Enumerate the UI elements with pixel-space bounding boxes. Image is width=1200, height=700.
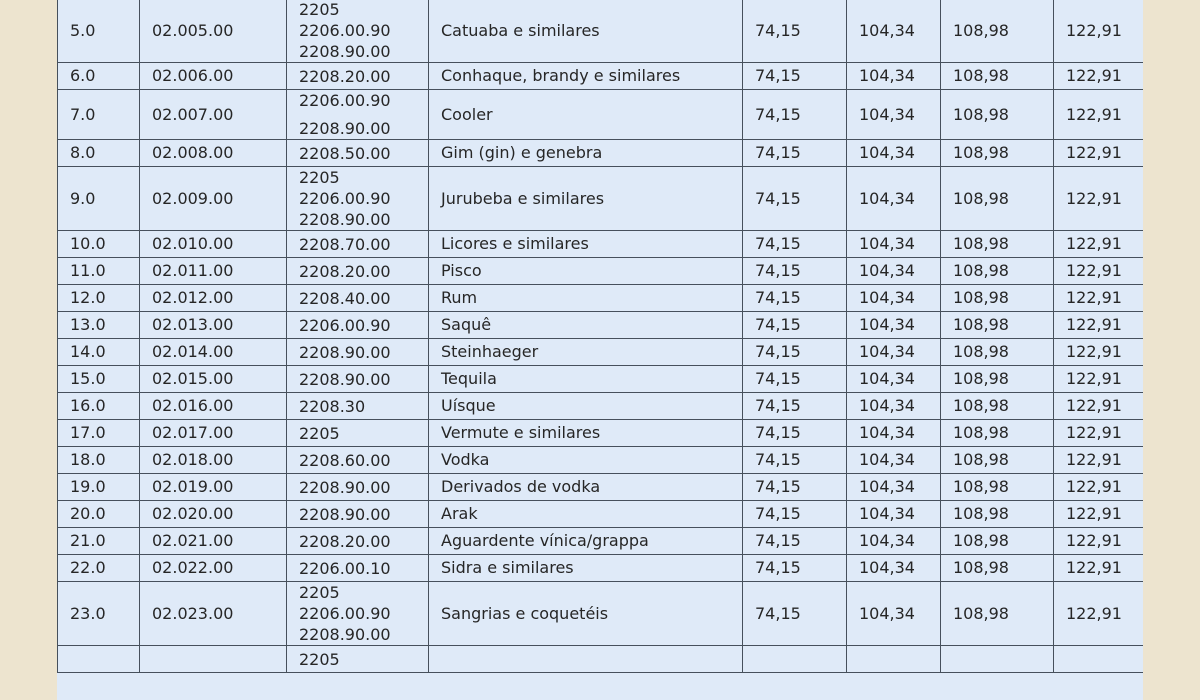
- value-2-cell: 104,34: [847, 393, 941, 420]
- value-1-cell: 74,15: [743, 90, 847, 140]
- value-4-cell: 122,91: [1054, 90, 1144, 140]
- value-3-cell: 108,98: [941, 167, 1054, 231]
- item-code-cell: [140, 646, 287, 673]
- item-code-cell: 02.014.00: [140, 339, 287, 366]
- description-cell: Gim (gin) e genebra: [429, 140, 743, 167]
- value-2-cell: 104,34: [847, 582, 941, 646]
- ncm-code: 2208.90.00: [299, 42, 391, 61]
- ncm-cell: [287, 285, 429, 312]
- description-cell: Sangrias e coquetéis: [429, 582, 743, 646]
- description-cell: Catuaba e similares: [429, 0, 743, 63]
- value-4-cell: [1054, 646, 1144, 673]
- value-4-cell: 122,91: [1054, 474, 1144, 501]
- description-cell: Aguardente vínica/grappa: [429, 528, 743, 555]
- value-3-cell: 108,98: [941, 420, 1054, 447]
- value-2-cell: [847, 646, 941, 673]
- value-1-cell: [743, 646, 847, 673]
- table-row: [58, 312, 1144, 339]
- value-2-cell: 104,34: [847, 474, 941, 501]
- item-code-cell: 02.008.00: [140, 140, 287, 167]
- description-cell: [429, 646, 743, 673]
- description-cell: Steinhaeger: [429, 339, 743, 366]
- value-4-cell: 122,91: [1054, 501, 1144, 528]
- description-cell: Vodka: [429, 447, 743, 474]
- description-cell: Pisco: [429, 258, 743, 285]
- item-number-cell: 21.0: [58, 528, 140, 555]
- item-number-cell: 8.0: [58, 140, 140, 167]
- value-3-cell: 108,98: [941, 366, 1054, 393]
- table-row: [58, 0, 1144, 63]
- table-row: [58, 366, 1144, 393]
- value-4-cell: 122,91: [1054, 420, 1144, 447]
- value-4-cell: 122,91: [1054, 258, 1144, 285]
- value-2-cell: 104,34: [847, 63, 941, 90]
- item-code-cell: 02.022.00: [140, 555, 287, 582]
- value-4-cell: 122,91: [1054, 312, 1144, 339]
- ncm-code: 2205: [299, 168, 340, 187]
- ncm-code: 2206.00.90: [299, 315, 391, 335]
- item-code-cell: 02.006.00: [140, 63, 287, 90]
- value-2-cell: 104,34: [847, 167, 941, 231]
- ncm-cell: [287, 420, 429, 447]
- item-number-cell: [58, 646, 140, 673]
- ncm-code: 2205: [299, 649, 340, 669]
- value-2-cell: 104,34: [847, 528, 941, 555]
- table-row: [58, 420, 1144, 447]
- description-cell: Arak: [429, 501, 743, 528]
- value-2-cell: 104,34: [847, 90, 941, 140]
- description-cell: Tequila: [429, 366, 743, 393]
- value-1-cell: 74,15: [743, 555, 847, 582]
- item-number-cell: 17.0: [58, 420, 140, 447]
- value-4-cell: 122,91: [1054, 582, 1144, 646]
- value-4-cell: 122,91: [1054, 528, 1144, 555]
- table-row: [58, 646, 1144, 673]
- item-code-cell: 02.013.00: [140, 312, 287, 339]
- value-4-cell: 122,91: [1054, 393, 1144, 420]
- value-3-cell: 108,98: [941, 312, 1054, 339]
- table-row: [58, 258, 1144, 285]
- table-row: [58, 231, 1144, 258]
- description-cell: Saquê: [429, 312, 743, 339]
- table-row: [58, 393, 1144, 420]
- value-2-cell: 104,34: [847, 312, 941, 339]
- value-1-cell: 74,15: [743, 528, 847, 555]
- value-1-cell: 74,15: [743, 339, 847, 366]
- ncm-cell: [287, 528, 429, 555]
- table-row: [58, 63, 1144, 90]
- value-4-cell: 122,91: [1054, 339, 1144, 366]
- value-3-cell: 108,98: [941, 285, 1054, 312]
- value-2-cell: 104,34: [847, 501, 941, 528]
- table-row: [58, 90, 1144, 140]
- ncm-code: 2208.90.00: [299, 477, 391, 497]
- value-3-cell: 108,98: [941, 140, 1054, 167]
- item-code-cell: 02.017.00: [140, 420, 287, 447]
- value-4-cell: 122,91: [1054, 0, 1144, 63]
- value-1-cell: 74,15: [743, 285, 847, 312]
- value-1-cell: 74,15: [743, 420, 847, 447]
- value-3-cell: 108,98: [941, 447, 1054, 474]
- table-row: [58, 474, 1144, 501]
- value-2-cell: 104,34: [847, 285, 941, 312]
- value-2-cell: 104,34: [847, 447, 941, 474]
- ncm-cell: [287, 167, 429, 231]
- ncm-cell: [287, 501, 429, 528]
- item-number-cell: 15.0: [58, 366, 140, 393]
- value-1-cell: 74,15: [743, 63, 847, 90]
- item-code-cell: 02.015.00: [140, 366, 287, 393]
- item-number-cell: 19.0: [58, 474, 140, 501]
- value-3-cell: 108,98: [941, 339, 1054, 366]
- value-3-cell: 108,98: [941, 528, 1054, 555]
- item-number-cell: 7.0: [58, 90, 140, 140]
- item-number-cell: 5.0: [58, 0, 140, 63]
- item-code-cell: 02.009.00: [140, 167, 287, 231]
- value-2-cell: 104,34: [847, 339, 941, 366]
- ncm-code: 2205: [299, 583, 340, 602]
- ncm-code: 2208.90.00: [299, 369, 391, 389]
- item-number-cell: 16.0: [58, 393, 140, 420]
- description-cell: Conhaque, brandy e similares: [429, 63, 743, 90]
- value-1-cell: 74,15: [743, 258, 847, 285]
- item-number-cell: 14.0: [58, 339, 140, 366]
- value-4-cell: 122,91: [1054, 447, 1144, 474]
- value-4-cell: 122,91: [1054, 555, 1144, 582]
- value-1-cell: 74,15: [743, 474, 847, 501]
- value-1-cell: 74,15: [743, 393, 847, 420]
- description-cell: Licores e similares: [429, 231, 743, 258]
- value-1-cell: 74,15: [743, 167, 847, 231]
- ncm-cell: [287, 339, 429, 366]
- value-1-cell: 74,15: [743, 447, 847, 474]
- ncm-cell: [287, 582, 429, 646]
- description-cell: Cooler: [429, 90, 743, 140]
- ncm-code: 2208.90.00: [299, 625, 391, 644]
- ncm-cell: [287, 63, 429, 90]
- value-3-cell: 108,98: [941, 393, 1054, 420]
- item-number-cell: 10.0: [58, 231, 140, 258]
- ncm-cell: [287, 258, 429, 285]
- value-1-cell: 74,15: [743, 312, 847, 339]
- value-2-cell: 104,34: [847, 140, 941, 167]
- table-row: [58, 582, 1144, 646]
- item-code-cell: 02.021.00: [140, 528, 287, 555]
- description-cell: Jurubeba e similares: [429, 167, 743, 231]
- value-2-cell: 104,34: [847, 366, 941, 393]
- value-2-cell: 104,34: [847, 555, 941, 582]
- value-1-cell: 74,15: [743, 140, 847, 167]
- description-cell: Vermute e similares: [429, 420, 743, 447]
- ncm-cell: [287, 474, 429, 501]
- table-row: [58, 555, 1144, 582]
- value-3-cell: [941, 646, 1054, 673]
- ncm-code: 2208.90.00: [299, 119, 391, 138]
- value-2-cell: 104,34: [847, 231, 941, 258]
- table-row: [58, 528, 1144, 555]
- table-row: [58, 339, 1144, 366]
- value-2-cell: 104,34: [847, 0, 941, 63]
- ncm-code: 2208.50.00: [299, 143, 391, 163]
- document-page: [57, 0, 1143, 700]
- value-3-cell: 108,98: [941, 63, 1054, 90]
- value-4-cell: 122,91: [1054, 63, 1144, 90]
- ncm-code: 2206.00.90: [299, 604, 391, 623]
- ncm-code: 2206.00.90: [299, 91, 391, 110]
- item-code-cell: 02.016.00: [140, 393, 287, 420]
- description-cell: Rum: [429, 285, 743, 312]
- ncm-cell: [287, 555, 429, 582]
- value-3-cell: 108,98: [941, 555, 1054, 582]
- description-cell: Derivados de vodka: [429, 474, 743, 501]
- item-code-cell: 02.018.00: [140, 447, 287, 474]
- value-3-cell: 108,98: [941, 0, 1054, 63]
- value-1-cell: 74,15: [743, 366, 847, 393]
- item-number-cell: 12.0: [58, 285, 140, 312]
- ncm-code: 2206.00.90: [299, 189, 391, 208]
- ncm-code: 2205: [299, 423, 340, 443]
- item-number-cell: 6.0: [58, 63, 140, 90]
- item-number-cell: 11.0: [58, 258, 140, 285]
- value-4-cell: 122,91: [1054, 285, 1144, 312]
- item-number-cell: 20.0: [58, 501, 140, 528]
- value-4-cell: 122,91: [1054, 140, 1144, 167]
- value-4-cell: 122,91: [1054, 231, 1144, 258]
- product-price-table: [57, 0, 1143, 673]
- ncm-cell: [287, 646, 429, 673]
- ncm-cell: [287, 393, 429, 420]
- item-number-cell: 18.0: [58, 447, 140, 474]
- item-number-cell: 13.0: [58, 312, 140, 339]
- value-4-cell: 122,91: [1054, 167, 1144, 231]
- value-1-cell: 74,15: [743, 231, 847, 258]
- ncm-code: 2206.00.10: [299, 558, 391, 578]
- ncm-code: 2208.30: [299, 396, 366, 416]
- ncm-code: 2208.40.00: [299, 288, 391, 308]
- value-3-cell: 108,98: [941, 258, 1054, 285]
- value-3-cell: 108,98: [941, 501, 1054, 528]
- item-number-cell: 22.0: [58, 555, 140, 582]
- ncm-code: 2208.20.00: [299, 66, 391, 86]
- value-1-cell: 74,15: [743, 501, 847, 528]
- table-row: [58, 285, 1144, 312]
- value-1-cell: 74,15: [743, 0, 847, 63]
- ncm-code: 2208.90.00: [299, 342, 391, 362]
- value-3-cell: 108,98: [941, 474, 1054, 501]
- item-code-cell: 02.005.00: [140, 0, 287, 63]
- ncm-cell: [287, 366, 429, 393]
- table-body: [58, 0, 1144, 673]
- ncm-code: 2208.20.00: [299, 261, 391, 281]
- ncm-cell: [287, 447, 429, 474]
- value-2-cell: 104,34: [847, 420, 941, 447]
- ncm-cell: [287, 312, 429, 339]
- table-row: [58, 447, 1144, 474]
- value-2-cell: 104,34: [847, 258, 941, 285]
- ncm-cell: [287, 0, 429, 63]
- item-code-cell: 02.020.00: [140, 501, 287, 528]
- table-row: [58, 167, 1144, 231]
- item-number-cell: 9.0: [58, 167, 140, 231]
- ncm-code: 2208.90.00: [299, 504, 391, 524]
- ncm-cell: [287, 140, 429, 167]
- item-code-cell: 02.023.00: [140, 582, 287, 646]
- item-code-cell: 02.019.00: [140, 474, 287, 501]
- value-3-cell: 108,98: [941, 231, 1054, 258]
- description-cell: Uísque: [429, 393, 743, 420]
- item-code-cell: 02.012.00: [140, 285, 287, 312]
- table-row: [58, 140, 1144, 167]
- value-1-cell: 74,15: [743, 582, 847, 646]
- item-number-cell: 23.0: [58, 582, 140, 646]
- table-row: [58, 501, 1144, 528]
- ncm-code: 2208.90.00: [299, 210, 391, 229]
- ncm-code: 2206.00.90: [299, 21, 391, 40]
- ncm-code: 2208.20.00: [299, 531, 391, 551]
- item-code-cell: 02.011.00: [140, 258, 287, 285]
- ncm-code: 2205: [299, 0, 340, 19]
- value-3-cell: 108,98: [941, 582, 1054, 646]
- description-cell: Sidra e similares: [429, 555, 743, 582]
- ncm-code: 2208.60.00: [299, 450, 391, 470]
- ncm-cell: [287, 90, 429, 140]
- ncm-cell: [287, 231, 429, 258]
- item-code-cell: 02.010.00: [140, 231, 287, 258]
- value-3-cell: 108,98: [941, 90, 1054, 140]
- ncm-code: 2208.70.00: [299, 234, 391, 254]
- value-4-cell: 122,91: [1054, 366, 1144, 393]
- item-code-cell: 02.007.00: [140, 90, 287, 140]
